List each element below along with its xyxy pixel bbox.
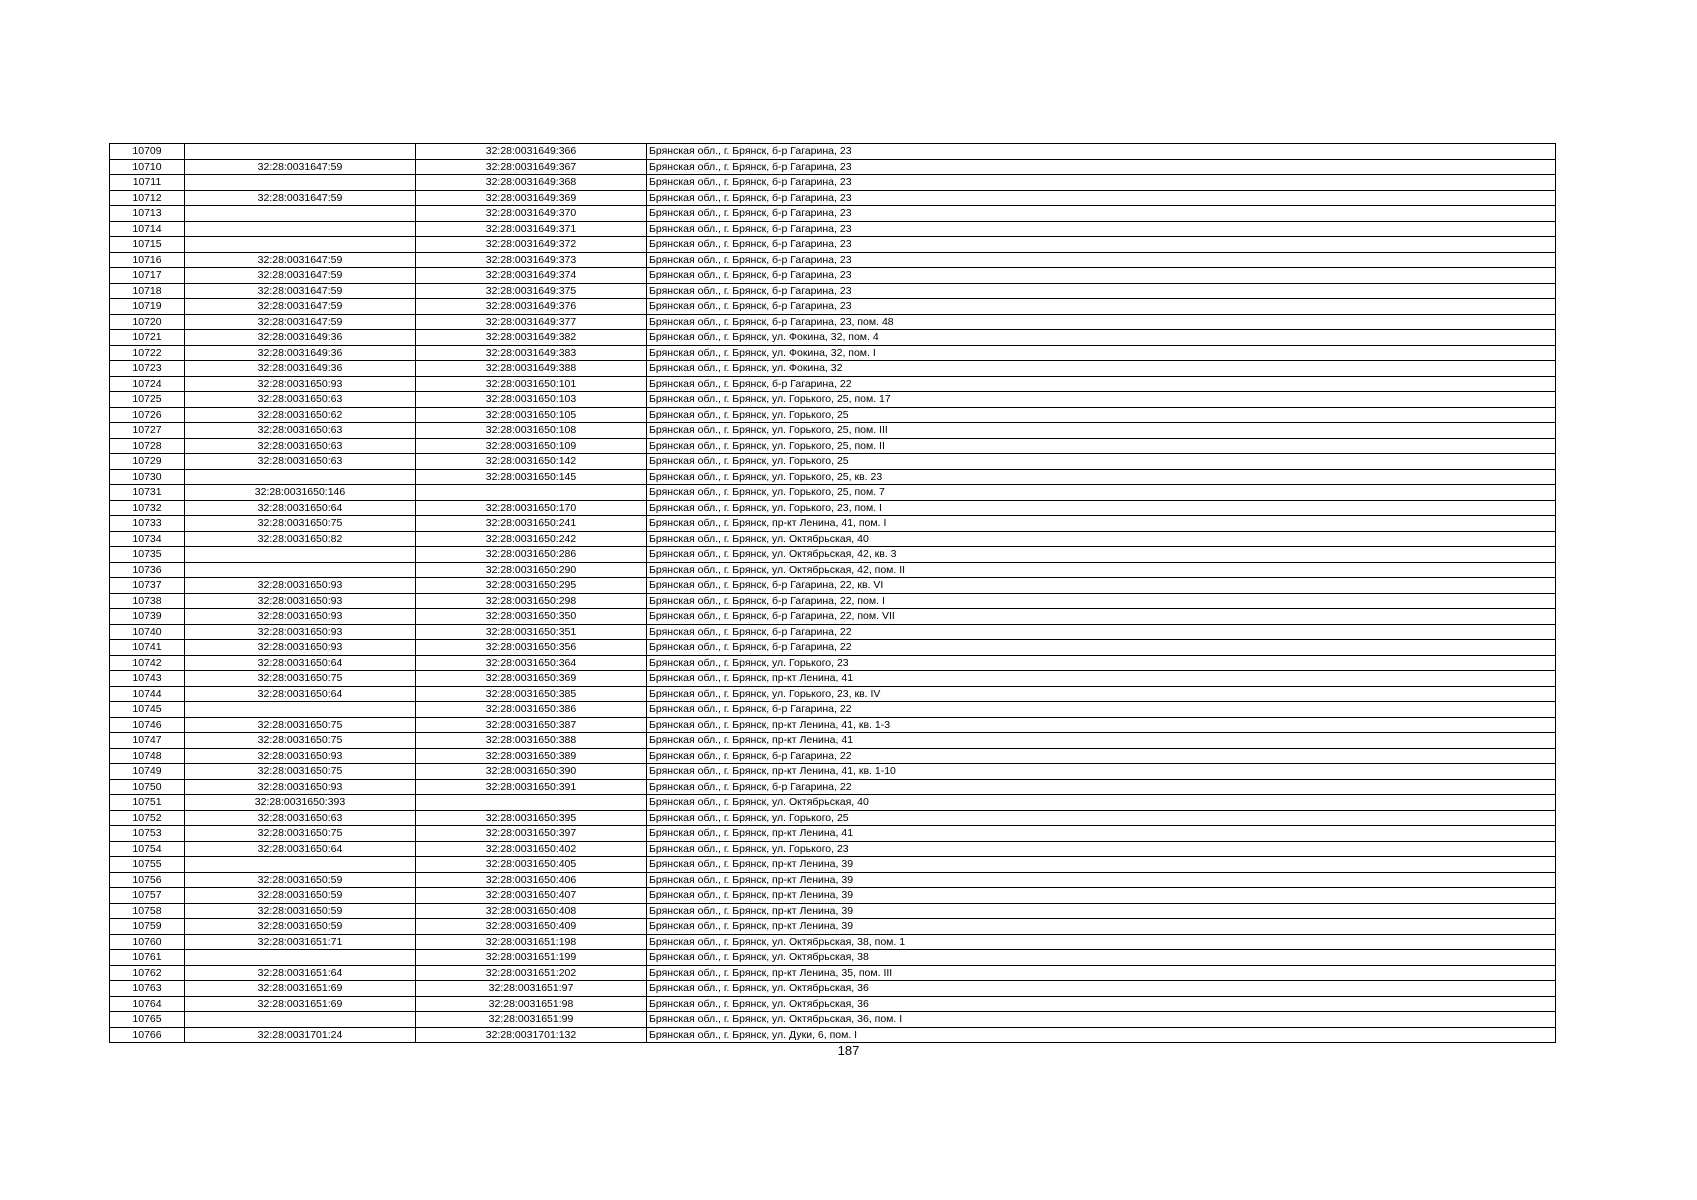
table-row — [110, 190, 1556, 206]
table-row — [110, 764, 1556, 780]
cadastral-number-cell — [416, 485, 647, 501]
parent-cadastral-cell: 32:28:0031650:63 — [185, 392, 416, 408]
row-number-cell: 10721 — [110, 330, 185, 346]
row-number-cell: 10759 — [110, 919, 185, 935]
parent-cadastral-cell: 32:28:0031651:69 — [185, 996, 416, 1012]
table-row — [110, 609, 1556, 625]
row-number-cell: 10727 — [110, 423, 185, 439]
table-row — [110, 206, 1556, 222]
cadastral-number-cell: 32:28:0031650:108 — [416, 423, 647, 439]
parent-cadastral-cell: 32:28:0031650:93 — [185, 748, 416, 764]
address-cell: Брянская обл., г. Брянск, ул. Октябрьская, 36, пом. I — [647, 1012, 1556, 1028]
table-row — [110, 779, 1556, 795]
cadastral-number-cell: 32:28:0031649:368 — [416, 175, 647, 191]
row-number-cell: 10742 — [110, 655, 185, 671]
row-number-cell: 10739 — [110, 609, 185, 625]
parent-cadastral-cell — [185, 237, 416, 253]
cadastral-number-cell: 32:28:0031650:105 — [416, 407, 647, 423]
table-row — [110, 299, 1556, 315]
address-cell: Брянская обл., г. Брянск, пр-кт Ленина, 41, кв. 1-10 — [647, 764, 1556, 780]
cadastral-number-cell: 32:28:0031650:103 — [416, 392, 647, 408]
address-cell: Брянская обл., г. Брянск, ул. Октябрьская, 40 — [647, 795, 1556, 811]
address-cell: Брянская обл., г. Брянск, б-р Гагарина, 23 — [647, 237, 1556, 253]
row-number-cell: 10755 — [110, 857, 185, 873]
address-cell: Брянская обл., г. Брянск, ул. Горького, 23, кв. IV — [647, 686, 1556, 702]
cadastral-number-cell: 32:28:0031650:391 — [416, 779, 647, 795]
address-cell: Брянская обл., г. Брянск, пр-кт Ленина, 39 — [647, 903, 1556, 919]
parent-cadastral-cell: 32:28:0031650:93 — [185, 624, 416, 640]
address-cell: Брянская обл., г. Брянск, б-р Гагарина, 23 — [647, 252, 1556, 268]
table-row — [110, 407, 1556, 423]
cadastral-number-cell: 32:28:0031650:386 — [416, 702, 647, 718]
parent-cadastral-cell: 32:28:0031650:82 — [185, 531, 416, 547]
table-row — [110, 159, 1556, 175]
parent-cadastral-cell: 32:28:0031650:146 — [185, 485, 416, 501]
table-row — [110, 903, 1556, 919]
row-number-cell: 10765 — [110, 1012, 185, 1028]
table-row — [110, 965, 1556, 981]
parent-cadastral-cell — [185, 144, 416, 160]
cadastral-number-cell — [416, 795, 647, 811]
row-number-cell: 10740 — [110, 624, 185, 640]
cadastral-number-cell: 32:28:0031650:170 — [416, 500, 647, 516]
cadastral-number-cell: 32:28:0031649:373 — [416, 252, 647, 268]
cadastral-number-cell: 32:28:0031650:298 — [416, 593, 647, 609]
row-number-cell: 10747 — [110, 733, 185, 749]
address-cell: Брянская обл., г. Брянск, б-р Гагарина, 23 — [647, 144, 1556, 160]
table-row — [110, 469, 1556, 485]
address-cell: Брянская обл., г. Брянск, ул. Горького, 25, пом. II — [647, 438, 1556, 454]
address-cell: Брянская обл., г. Брянск, б-р Гагарина, 22 — [647, 748, 1556, 764]
row-number-cell: 10744 — [110, 686, 185, 702]
table-row — [110, 361, 1556, 377]
row-number-cell: 10753 — [110, 826, 185, 842]
address-cell: Брянская обл., г. Брянск, пр-кт Ленина, 41 — [647, 826, 1556, 842]
row-number-cell: 10763 — [110, 981, 185, 997]
cadastral-number-cell: 32:28:0031650:145 — [416, 469, 647, 485]
row-number-cell: 10718 — [110, 283, 185, 299]
cadastral-number-cell: 32:28:0031650:402 — [416, 841, 647, 857]
table-row — [110, 640, 1556, 656]
cadastral-number-cell: 32:28:0031650:356 — [416, 640, 647, 656]
address-cell: Брянская обл., г. Брянск, ул. Фокина, 32 — [647, 361, 1556, 377]
parent-cadastral-cell: 32:28:0031650:64 — [185, 841, 416, 857]
table-row — [110, 221, 1556, 237]
parent-cadastral-cell: 32:28:0031651:64 — [185, 965, 416, 981]
cadastral-number-cell: 32:28:0031701:132 — [416, 1027, 647, 1043]
cadastral-number-cell: 32:28:0031649:383 — [416, 345, 647, 361]
cadastral-number-cell: 32:28:0031649:377 — [416, 314, 647, 330]
table-row — [110, 547, 1556, 563]
row-number-cell: 10731 — [110, 485, 185, 501]
cadastral-number-cell: 32:28:0031651:98 — [416, 996, 647, 1012]
cadastral-number-cell: 32:28:0031651:202 — [416, 965, 647, 981]
address-cell: Брянская обл., г. Брянск, б-р Гагарина, 23 — [647, 268, 1556, 284]
address-cell: Брянская обл., г. Брянск, пр-кт Ленина, 39 — [647, 872, 1556, 888]
row-number-cell: 10710 — [110, 159, 185, 175]
row-number-cell: 10709 — [110, 144, 185, 160]
address-cell: Брянская обл., г. Брянск, б-р Гагарина, 22, кв. VI — [647, 578, 1556, 594]
cadastral-number-cell: 32:28:0031649:367 — [416, 159, 647, 175]
address-cell: Брянская обл., г. Брянск, ул. Горького, 25 — [647, 454, 1556, 470]
table-row — [110, 562, 1556, 578]
parent-cadastral-cell: 32:28:0031650:75 — [185, 733, 416, 749]
parent-cadastral-cell: 32:28:0031647:59 — [185, 190, 416, 206]
cadastral-number-cell: 32:28:0031650:407 — [416, 888, 647, 904]
address-cell: Брянская обл., г. Брянск, б-р Гагарина, 22 — [647, 640, 1556, 656]
address-cell: Брянская обл., г. Брянск, ул. Октябрьская, 42, кв. 3 — [647, 547, 1556, 563]
table-row — [110, 748, 1556, 764]
table-row — [110, 826, 1556, 842]
address-cell: Брянская обл., г. Брянск, б-р Гагарина, 23 — [647, 206, 1556, 222]
row-number-cell: 10720 — [110, 314, 185, 330]
row-number-cell: 10733 — [110, 516, 185, 532]
address-cell: Брянская обл., г. Брянск, ул. Дуки, 6, пом. I — [647, 1027, 1556, 1043]
row-number-cell: 10737 — [110, 578, 185, 594]
cadastral-number-cell: 32:28:0031649:382 — [416, 330, 647, 346]
cadastral-number-cell: 32:28:0031650:389 — [416, 748, 647, 764]
table-row — [110, 283, 1556, 299]
cadastral-number-cell: 32:28:0031649:366 — [416, 144, 647, 160]
table-row — [110, 485, 1556, 501]
table-row — [110, 593, 1556, 609]
table-row — [110, 578, 1556, 594]
cadastral-number-cell: 32:28:0031650:409 — [416, 919, 647, 935]
parent-cadastral-cell: 32:28:0031651:71 — [185, 934, 416, 950]
address-cell: Брянская обл., г. Брянск, б-р Гагарина, 22 — [647, 624, 1556, 640]
row-number-cell: 10738 — [110, 593, 185, 609]
table-row — [110, 516, 1556, 532]
cadastral-number-cell: 32:28:0031650:385 — [416, 686, 647, 702]
parent-cadastral-cell: 32:28:0031650:63 — [185, 810, 416, 826]
address-cell: Брянская обл., г. Брянск, ул. Октябрьская, 36 — [647, 996, 1556, 1012]
parent-cadastral-cell: 32:28:0031647:59 — [185, 283, 416, 299]
table-row — [110, 733, 1556, 749]
cadastral-number-cell: 32:28:0031651:99 — [416, 1012, 647, 1028]
address-cell: Брянская обл., г. Брянск, ул. Горького, 25, кв. 23 — [647, 469, 1556, 485]
address-cell: Брянская обл., г. Брянск, пр-кт Ленина, 39 — [647, 888, 1556, 904]
address-cell: Брянская обл., г. Брянск, б-р Гагарина, 22 — [647, 376, 1556, 392]
row-number-cell: 10730 — [110, 469, 185, 485]
table-row — [110, 144, 1556, 160]
parent-cadastral-cell: 32:28:0031650:393 — [185, 795, 416, 811]
address-cell: Брянская обл., г. Брянск, пр-кт Ленина, 41 — [647, 671, 1556, 687]
page-number: 187 — [837, 1043, 860, 1058]
parent-cadastral-cell: 32:28:0031650:93 — [185, 609, 416, 625]
parent-cadastral-cell: 32:28:0031650:75 — [185, 764, 416, 780]
row-number-cell: 10743 — [110, 671, 185, 687]
address-cell: Брянская обл., г. Брянск, пр-кт Ленина, 39 — [647, 919, 1556, 935]
row-number-cell: 10746 — [110, 717, 185, 733]
row-number-cell: 10754 — [110, 841, 185, 857]
parent-cadastral-cell: 32:28:0031647:59 — [185, 252, 416, 268]
row-number-cell: 10725 — [110, 392, 185, 408]
row-number-cell: 10758 — [110, 903, 185, 919]
parent-cadastral-cell: 32:28:0031651:69 — [185, 981, 416, 997]
row-number-cell: 10714 — [110, 221, 185, 237]
row-number-cell: 10719 — [110, 299, 185, 315]
address-cell: Брянская обл., г. Брянск, б-р Гагарина, 23 — [647, 299, 1556, 315]
cadastral-number-cell: 32:28:0031649:374 — [416, 268, 647, 284]
parent-cadastral-cell: 32:28:0031650:75 — [185, 826, 416, 842]
parent-cadastral-cell: 32:28:0031649:36 — [185, 361, 416, 377]
cadastral-number-cell: 32:28:0031651:198 — [416, 934, 647, 950]
address-cell: Брянская обл., г. Брянск, б-р Гагарина, 23, пом. 48 — [647, 314, 1556, 330]
table-row — [110, 1012, 1556, 1028]
address-cell: Брянская обл., г. Брянск, б-р Гагарина, 22 — [647, 779, 1556, 795]
table-row — [110, 376, 1556, 392]
row-number-cell: 10734 — [110, 531, 185, 547]
row-number-cell: 10711 — [110, 175, 185, 191]
cadastral-number-cell: 32:28:0031650:241 — [416, 516, 647, 532]
cadastral-number-cell: 32:28:0031650:101 — [416, 376, 647, 392]
parent-cadastral-cell: 32:28:0031650:62 — [185, 407, 416, 423]
parent-cadastral-cell: 32:28:0031650:64 — [185, 500, 416, 516]
parent-cadastral-cell: 32:28:0031650:93 — [185, 779, 416, 795]
table-row — [110, 934, 1556, 950]
table-row — [110, 872, 1556, 888]
parent-cadastral-cell — [185, 547, 416, 563]
parent-cadastral-cell: 32:28:0031650:63 — [185, 438, 416, 454]
table-row — [110, 252, 1556, 268]
table-row — [110, 717, 1556, 733]
parent-cadastral-cell — [185, 857, 416, 873]
parent-cadastral-cell: 32:28:0031650:75 — [185, 516, 416, 532]
cadastral-number-cell: 32:28:0031650:395 — [416, 810, 647, 826]
address-cell: Брянская обл., г. Брянск, б-р Гагарина, 22, пом. I — [647, 593, 1556, 609]
row-number-cell: 10716 — [110, 252, 185, 268]
table-row — [110, 531, 1556, 547]
address-cell: Брянская обл., г. Брянск, пр-кт Ленина, 39 — [647, 857, 1556, 873]
cadastral-number-cell: 32:28:0031650:405 — [416, 857, 647, 873]
table-row — [110, 919, 1556, 935]
property-table-body — [110, 144, 1556, 1043]
address-cell: Брянская обл., г. Брянск, ул. Октябрьская, 40 — [647, 531, 1556, 547]
table-row — [110, 423, 1556, 439]
table-row — [110, 500, 1556, 516]
address-cell: Брянская обл., г. Брянск, ул. Горького, 25 — [647, 810, 1556, 826]
address-cell: Брянская обл., г. Брянск, б-р Гагарина, 23 — [647, 221, 1556, 237]
cadastral-number-cell: 32:28:0031649:372 — [416, 237, 647, 253]
row-number-cell: 10726 — [110, 407, 185, 423]
parent-cadastral-cell: 32:28:0031650:75 — [185, 671, 416, 687]
address-cell: Брянская обл., г. Брянск, ул. Горького, 23 — [647, 655, 1556, 671]
table-row — [110, 671, 1556, 687]
row-number-cell: 10745 — [110, 702, 185, 718]
parent-cadastral-cell: 32:28:0031650:93 — [185, 376, 416, 392]
cadastral-number-cell: 32:28:0031651:199 — [416, 950, 647, 966]
property-table — [109, 143, 1556, 1043]
row-number-cell: 10722 — [110, 345, 185, 361]
row-number-cell: 10732 — [110, 500, 185, 516]
row-number-cell: 10729 — [110, 454, 185, 470]
cadastral-number-cell: 32:28:0031649:375 — [416, 283, 647, 299]
parent-cadastral-cell: 32:28:0031649:36 — [185, 330, 416, 346]
cadastral-number-cell: 32:28:0031650:397 — [416, 826, 647, 842]
row-number-cell: 10761 — [110, 950, 185, 966]
table-row — [110, 268, 1556, 284]
cadastral-number-cell: 32:28:0031650:286 — [416, 547, 647, 563]
cadastral-number-cell: 32:28:0031650:109 — [416, 438, 647, 454]
parent-cadastral-cell — [185, 469, 416, 485]
parent-cadastral-cell: 32:28:0031701:24 — [185, 1027, 416, 1043]
table-row — [110, 702, 1556, 718]
row-number-cell: 10762 — [110, 965, 185, 981]
parent-cadastral-cell — [185, 175, 416, 191]
parent-cadastral-cell: 32:28:0031647:59 — [185, 314, 416, 330]
row-number-cell: 10717 — [110, 268, 185, 284]
parent-cadastral-cell: 32:28:0031650:93 — [185, 578, 416, 594]
table-row — [110, 438, 1556, 454]
cadastral-number-cell: 32:28:0031649:371 — [416, 221, 647, 237]
parent-cadastral-cell: 32:28:0031650:75 — [185, 717, 416, 733]
address-cell: Брянская обл., г. Брянск, б-р Гагарина, 23 — [647, 283, 1556, 299]
row-number-cell: 10724 — [110, 376, 185, 392]
parent-cadastral-cell: 32:28:0031650:64 — [185, 686, 416, 702]
parent-cadastral-cell: 32:28:0031650:63 — [185, 454, 416, 470]
address-cell: Брянская обл., г. Брянск, ул. Горького, 25, пом. 7 — [647, 485, 1556, 501]
table-row — [110, 655, 1556, 671]
parent-cadastral-cell: 32:28:0031647:59 — [185, 268, 416, 284]
row-number-cell: 10728 — [110, 438, 185, 454]
cadastral-number-cell: 32:28:0031649:369 — [416, 190, 647, 206]
row-number-cell: 10750 — [110, 779, 185, 795]
parent-cadastral-cell: 32:28:0031650:59 — [185, 872, 416, 888]
parent-cadastral-cell — [185, 221, 416, 237]
parent-cadastral-cell: 32:28:0031650:59 — [185, 919, 416, 935]
table-row — [110, 175, 1556, 191]
parent-cadastral-cell — [185, 1012, 416, 1028]
address-cell: Брянская обл., г. Брянск, ул. Горького, 25, пом. 17 — [647, 392, 1556, 408]
cadastral-number-cell: 32:28:0031650:364 — [416, 655, 647, 671]
cadastral-number-cell: 32:28:0031650:350 — [416, 609, 647, 625]
row-number-cell: 10760 — [110, 934, 185, 950]
row-number-cell: 10715 — [110, 237, 185, 253]
cadastral-number-cell: 32:28:0031650:390 — [416, 764, 647, 780]
address-cell: Брянская обл., г. Брянск, б-р Гагарина, 23 — [647, 159, 1556, 175]
address-cell: Брянская обл., г. Брянск, ул. Горького, 23, пом. I — [647, 500, 1556, 516]
row-number-cell: 10735 — [110, 547, 185, 563]
parent-cadastral-cell: 32:28:0031650:63 — [185, 423, 416, 439]
address-cell: Брянская обл., г. Брянск, ул. Фокина, 32, пом. 4 — [647, 330, 1556, 346]
address-cell: Брянская обл., г. Брянск, пр-кт Ленина, 41 — [647, 733, 1556, 749]
address-cell: Брянская обл., г. Брянск, ул. Горького, 23 — [647, 841, 1556, 857]
cadastral-number-cell: 32:28:0031650:295 — [416, 578, 647, 594]
parent-cadastral-cell — [185, 702, 416, 718]
address-cell: Брянская обл., г. Брянск, пр-кт Ленина, 41, пом. I — [647, 516, 1556, 532]
table-row — [110, 330, 1556, 346]
row-number-cell: 10766 — [110, 1027, 185, 1043]
address-cell: Брянская обл., г. Брянск, ул. Фокина, 32, пом. I — [647, 345, 1556, 361]
table-row — [110, 810, 1556, 826]
table-row — [110, 314, 1556, 330]
row-number-cell: 10749 — [110, 764, 185, 780]
table-row — [110, 686, 1556, 702]
row-number-cell: 10713 — [110, 206, 185, 222]
cadastral-number-cell: 32:28:0031649:388 — [416, 361, 647, 377]
cadastral-number-cell: 32:28:0031651:97 — [416, 981, 647, 997]
table-row — [110, 1027, 1556, 1043]
row-number-cell: 10757 — [110, 888, 185, 904]
address-cell: Брянская обл., г. Брянск, пр-кт Ленина, 35, пом. III — [647, 965, 1556, 981]
address-cell: Брянская обл., г. Брянск, ул. Октябрьская, 38, пом. 1 — [647, 934, 1556, 950]
cadastral-number-cell: 32:28:0031650:142 — [416, 454, 647, 470]
row-number-cell: 10756 — [110, 872, 185, 888]
parent-cadastral-cell — [185, 562, 416, 578]
table-row — [110, 392, 1556, 408]
cadastral-number-cell: 32:28:0031650:388 — [416, 733, 647, 749]
cadastral-number-cell: 32:28:0031650:242 — [416, 531, 647, 547]
table-row — [110, 857, 1556, 873]
address-cell: Брянская обл., г. Брянск, ул. Горького, 25, пом. III — [647, 423, 1556, 439]
address-cell: Брянская обл., г. Брянск, б-р Гагарина, 23 — [647, 175, 1556, 191]
parent-cadastral-cell — [185, 206, 416, 222]
address-cell: Брянская обл., г. Брянск, б-р Гагарина, 22, пом. VII — [647, 609, 1556, 625]
table-row — [110, 454, 1556, 470]
table-row — [110, 996, 1556, 1012]
row-number-cell: 10741 — [110, 640, 185, 656]
cadastral-number-cell: 32:28:0031650:369 — [416, 671, 647, 687]
row-number-cell: 10764 — [110, 996, 185, 1012]
parent-cadastral-cell: 32:28:0031650:93 — [185, 640, 416, 656]
table-row — [110, 624, 1556, 640]
cadastral-number-cell: 32:28:0031650:290 — [416, 562, 647, 578]
parent-cadastral-cell: 32:28:0031649:36 — [185, 345, 416, 361]
cadastral-number-cell: 32:28:0031650:408 — [416, 903, 647, 919]
row-number-cell: 10748 — [110, 748, 185, 764]
table-row — [110, 950, 1556, 966]
table-row — [110, 841, 1556, 857]
cadastral-number-cell: 32:28:0031649:376 — [416, 299, 647, 315]
row-number-cell: 10751 — [110, 795, 185, 811]
row-number-cell: 10736 — [110, 562, 185, 578]
address-cell: Брянская обл., г. Брянск, ул. Октябрьская, 42, пом. II — [647, 562, 1556, 578]
parent-cadastral-cell: 32:28:0031647:59 — [185, 299, 416, 315]
address-cell: Брянская обл., г. Брянск, б-р Гагарина, 23 — [647, 190, 1556, 206]
address-cell: Брянская обл., г. Брянск, б-р Гагарина, 22 — [647, 702, 1556, 718]
address-cell: Брянская обл., г. Брянск, ул. Октябрьская, 36 — [647, 981, 1556, 997]
cadastral-number-cell: 32:28:0031649:370 — [416, 206, 647, 222]
cadastral-number-cell: 32:28:0031650:351 — [416, 624, 647, 640]
parent-cadastral-cell — [185, 950, 416, 966]
table-row — [110, 795, 1556, 811]
row-number-cell: 10723 — [110, 361, 185, 377]
parent-cadastral-cell: 32:28:0031650:93 — [185, 593, 416, 609]
cadastral-number-cell: 32:28:0031650:406 — [416, 872, 647, 888]
table-row — [110, 888, 1556, 904]
table-row — [110, 981, 1556, 997]
row-number-cell: 10712 — [110, 190, 185, 206]
address-cell: Брянская обл., г. Брянск, ул. Горького, 25 — [647, 407, 1556, 423]
table-row — [110, 345, 1556, 361]
address-cell: Брянская обл., г. Брянск, пр-кт Ленина, 41, кв. 1-3 — [647, 717, 1556, 733]
parent-cadastral-cell: 32:28:0031650:59 — [185, 888, 416, 904]
table-row — [110, 237, 1556, 253]
row-number-cell: 10752 — [110, 810, 185, 826]
address-cell: Брянская обл., г. Брянск, ул. Октябрьская, 38 — [647, 950, 1556, 966]
parent-cadastral-cell: 32:28:0031650:59 — [185, 903, 416, 919]
parent-cadastral-cell: 32:28:0031650:64 — [185, 655, 416, 671]
parent-cadastral-cell: 32:28:0031647:59 — [185, 159, 416, 175]
cadastral-number-cell: 32:28:0031650:387 — [416, 717, 647, 733]
